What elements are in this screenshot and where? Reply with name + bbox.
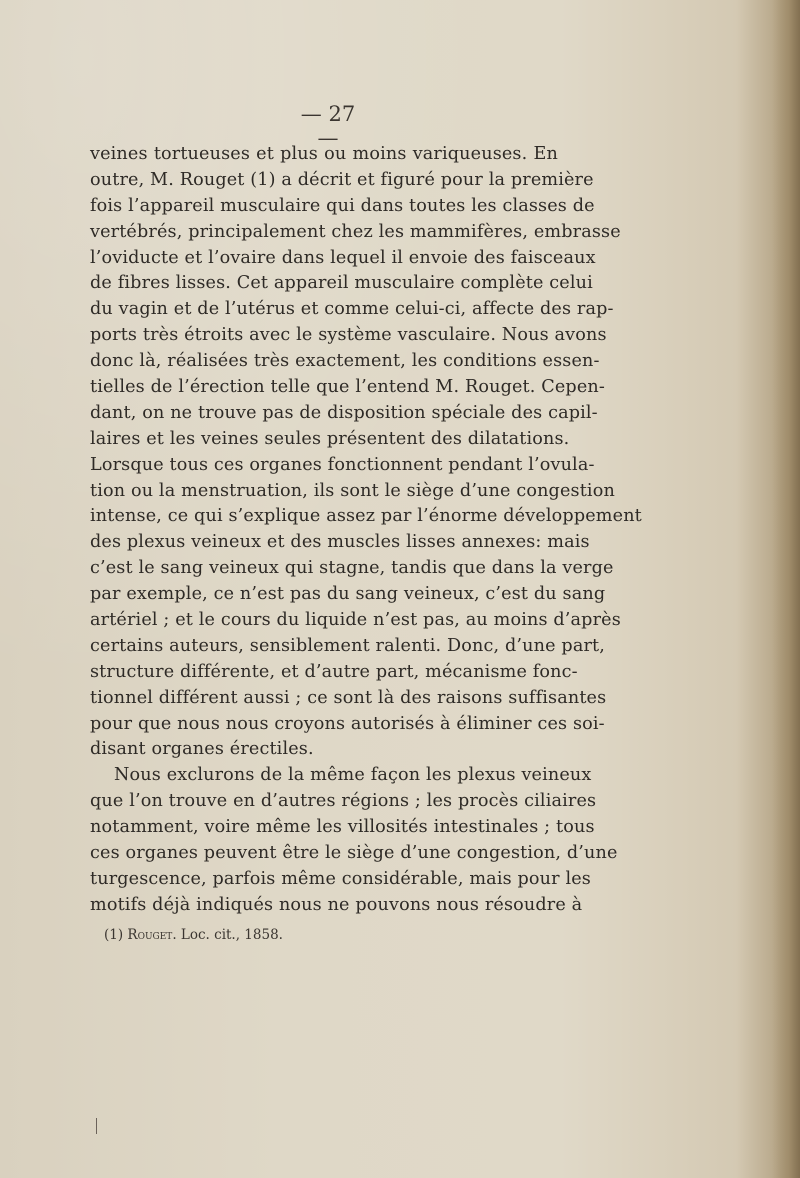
text-line: intense, ce qui s’explique assez par l’énorme développement [90, 506, 642, 527]
text-line: tion ou la menstruation, ils sont le siège d’une congestion [90, 480, 615, 501]
page-number: — 27 — [300, 102, 356, 150]
ink-mark [96, 1118, 97, 1134]
text-line: structure différente, et d’autre part, mécanisme fonc- [90, 661, 578, 682]
text-line: des plexus veineux et des muscles lisses annexes: mais [90, 532, 590, 553]
text-line: fois l’appareil musculaire qui dans toutes les classes de [90, 195, 595, 216]
footnote-author: Rouget [127, 927, 173, 943]
text-line: artériel ; et le cours du liquide n’est pas, au moins d’après [90, 610, 621, 631]
text-line: vertébrés, principalement chez les mammifères, embrasse [90, 221, 621, 242]
text-line: disant organes érectiles. [90, 739, 314, 760]
text-line: dant, on ne trouve pas de disposition spéciale des capil- [90, 402, 598, 423]
text-line: c’est le sang veineux qui stagne, tandis que dans la verge [90, 558, 614, 579]
footnote [104, 926, 283, 944]
paragraph-first-line: Nous exclurons de la même façon les plexus veineux [114, 765, 592, 786]
text-line: laires et les veines seules présentent des dilatations. [90, 428, 570, 449]
footnote-marker: (1) [104, 927, 124, 943]
text-line: que l’on trouve en d’autres régions ; les procès ciliaires [90, 791, 597, 812]
text-line: outre, M. Rouget (1) a décrit et figuré pour la première [90, 169, 594, 190]
text-line: tionnel différent aussi ; ce sont là des raisons suffisantes [90, 687, 607, 708]
text-line: pour que nous nous croyons autorisés à éliminer ces soi- [90, 713, 605, 734]
text-line: de fibres lisses. Cet appareil musculaire complète celui [90, 273, 593, 294]
body-text [90, 142, 642, 919]
text-line: turgescence, parfois même considérable, mais pour les [90, 868, 591, 889]
text-line: tielles de l’érection telle que l’entend M. Rouget. Cepen- [90, 377, 605, 398]
text-line: donc là, réalisées très exactement, les conditions essen- [90, 351, 600, 372]
text-line: veines tortueuses et plus ou moins variqueuses. En [90, 144, 558, 164]
footnote-citation: . Loc. cit., 1858. [172, 927, 283, 943]
text-line: par exemple, ce n’est pas du sang veineux, c’est du sang [90, 584, 606, 605]
text-line: l’oviducte et l’ovaire dans lequel il envoie des faisceaux [90, 247, 596, 268]
text-line: du vagin et de l’utérus et comme celui-ci, affecte des rap- [90, 299, 614, 320]
text-line: motifs déjà indiqués nous ne pouvons nous résoudre à [90, 894, 583, 915]
text-line: ports très étroits avec le système vasculaire. Nous avons [90, 325, 607, 346]
text-line: notamment, voire même les villosités intestinales ; tous [90, 817, 595, 838]
text-line: certains auteurs, sensiblement ralenti. Donc, d’une part, [90, 635, 606, 656]
page-edge-shadow [772, 0, 800, 1178]
text-line: Lorsque tous ces organes fonctionnent pendant l’ovula- [90, 454, 595, 475]
text-line: ces organes peuvent être le siège d’une congestion, d’une [90, 843, 618, 864]
